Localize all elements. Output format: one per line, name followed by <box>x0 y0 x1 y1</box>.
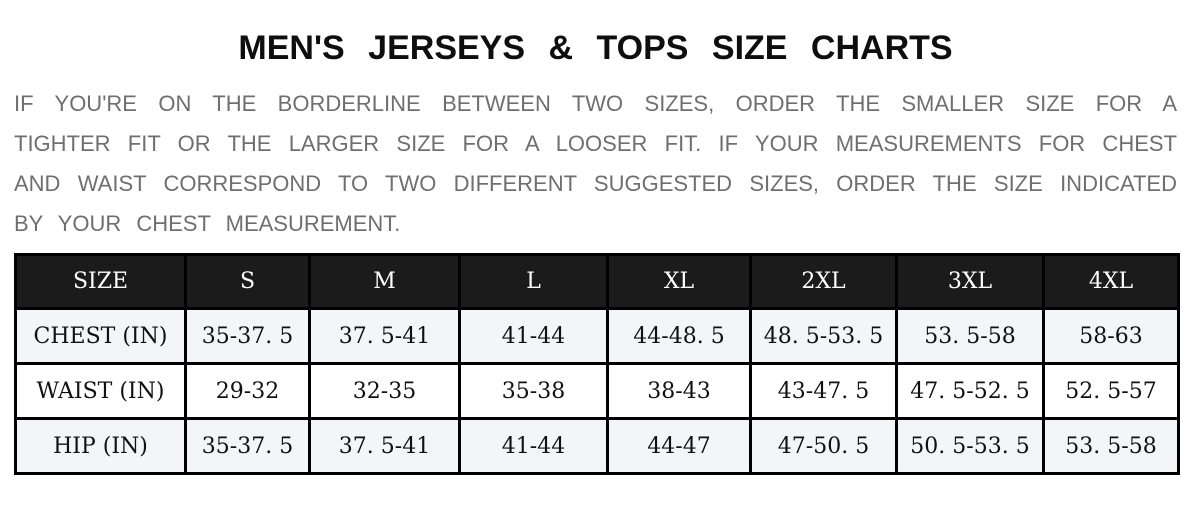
table-row-chest <box>16 309 1179 364</box>
column-header-2xl: 2XL <box>751 255 897 309</box>
cell-chest-l: 41-44 <box>460 309 608 364</box>
intro-line-2: TIGHTER FIT OR THE LARGER SIZE FOR A LOOSER FIT. IF YOUR MEASUREMENTS FOR CHEST <box>14 131 1177 156</box>
cell-chest-4xl: 58-63 <box>1044 309 1179 364</box>
row-label-waist: WAIST (IN) <box>16 364 186 419</box>
column-header-4xl: 4XL <box>1044 255 1179 309</box>
column-header-m: M <box>310 255 460 309</box>
cell-hip-xl: 44-47 <box>608 419 751 474</box>
cell-hip-4xl: 53. 5-58 <box>1044 419 1179 474</box>
cell-hip-s: 35-37. 5 <box>186 419 310 474</box>
row-label-hip: HIP (IN) <box>16 419 186 474</box>
table-row-hip <box>16 419 1179 474</box>
column-header-l: L <box>460 255 608 309</box>
cell-hip-2xl: 47-50. 5 <box>751 419 897 474</box>
intro-line-1: IF YOU'RE ON THE BORDERLINE BETWEEN TWO SIZES, ORDER THE SMALLER SIZE FOR A <box>14 91 1177 116</box>
cell-chest-2xl: 48. 5-53. 5 <box>751 309 897 364</box>
cell-waist-xl: 38-43 <box>608 364 751 419</box>
column-header-3xl: 3XL <box>897 255 1044 309</box>
cell-waist-4xl: 52. 5-57 <box>1044 364 1179 419</box>
page-title: MEN'S JERSEYS & TOPS SIZE CHARTS <box>238 29 953 67</box>
cell-chest-3xl: 53. 5-58 <box>897 309 1044 364</box>
cell-waist-3xl: 47. 5-52. 5 <box>897 364 1044 419</box>
header-row <box>16 255 1179 309</box>
table-row-waist <box>16 364 1179 419</box>
cell-waist-s: 29-32 <box>186 364 310 419</box>
cell-hip-m: 37. 5-41 <box>310 419 460 474</box>
cell-chest-xl: 44-48. 5 <box>608 309 751 364</box>
column-header-size: SIZE <box>16 255 186 309</box>
intro-line-3: AND WAIST CORRESPOND TO TWO DIFFERENT SUGGESTED SIZES, ORDER THE SIZE INDICATED <box>14 171 1177 196</box>
size-chart-table <box>14 253 1180 475</box>
cell-hip-3xl: 50. 5-53. 5 <box>897 419 1044 474</box>
intro-line-4: BY YOUR CHEST MEASUREMENT. <box>14 211 401 236</box>
cell-waist-m: 32-35 <box>310 364 460 419</box>
cell-chest-s: 35-37. 5 <box>186 309 310 364</box>
cell-waist-l: 35-38 <box>460 364 608 419</box>
cell-chest-m: 37. 5-41 <box>310 309 460 364</box>
size-chart-page <box>0 28 1191 510</box>
cell-hip-l: 41-44 <box>460 419 608 474</box>
column-header-xl: XL <box>608 255 751 309</box>
intro-paragraph <box>14 84 1177 244</box>
cell-waist-2xl: 43-47. 5 <box>751 364 897 419</box>
row-label-chest: CHEST (IN) <box>16 309 186 364</box>
column-header-s: S <box>186 255 310 309</box>
